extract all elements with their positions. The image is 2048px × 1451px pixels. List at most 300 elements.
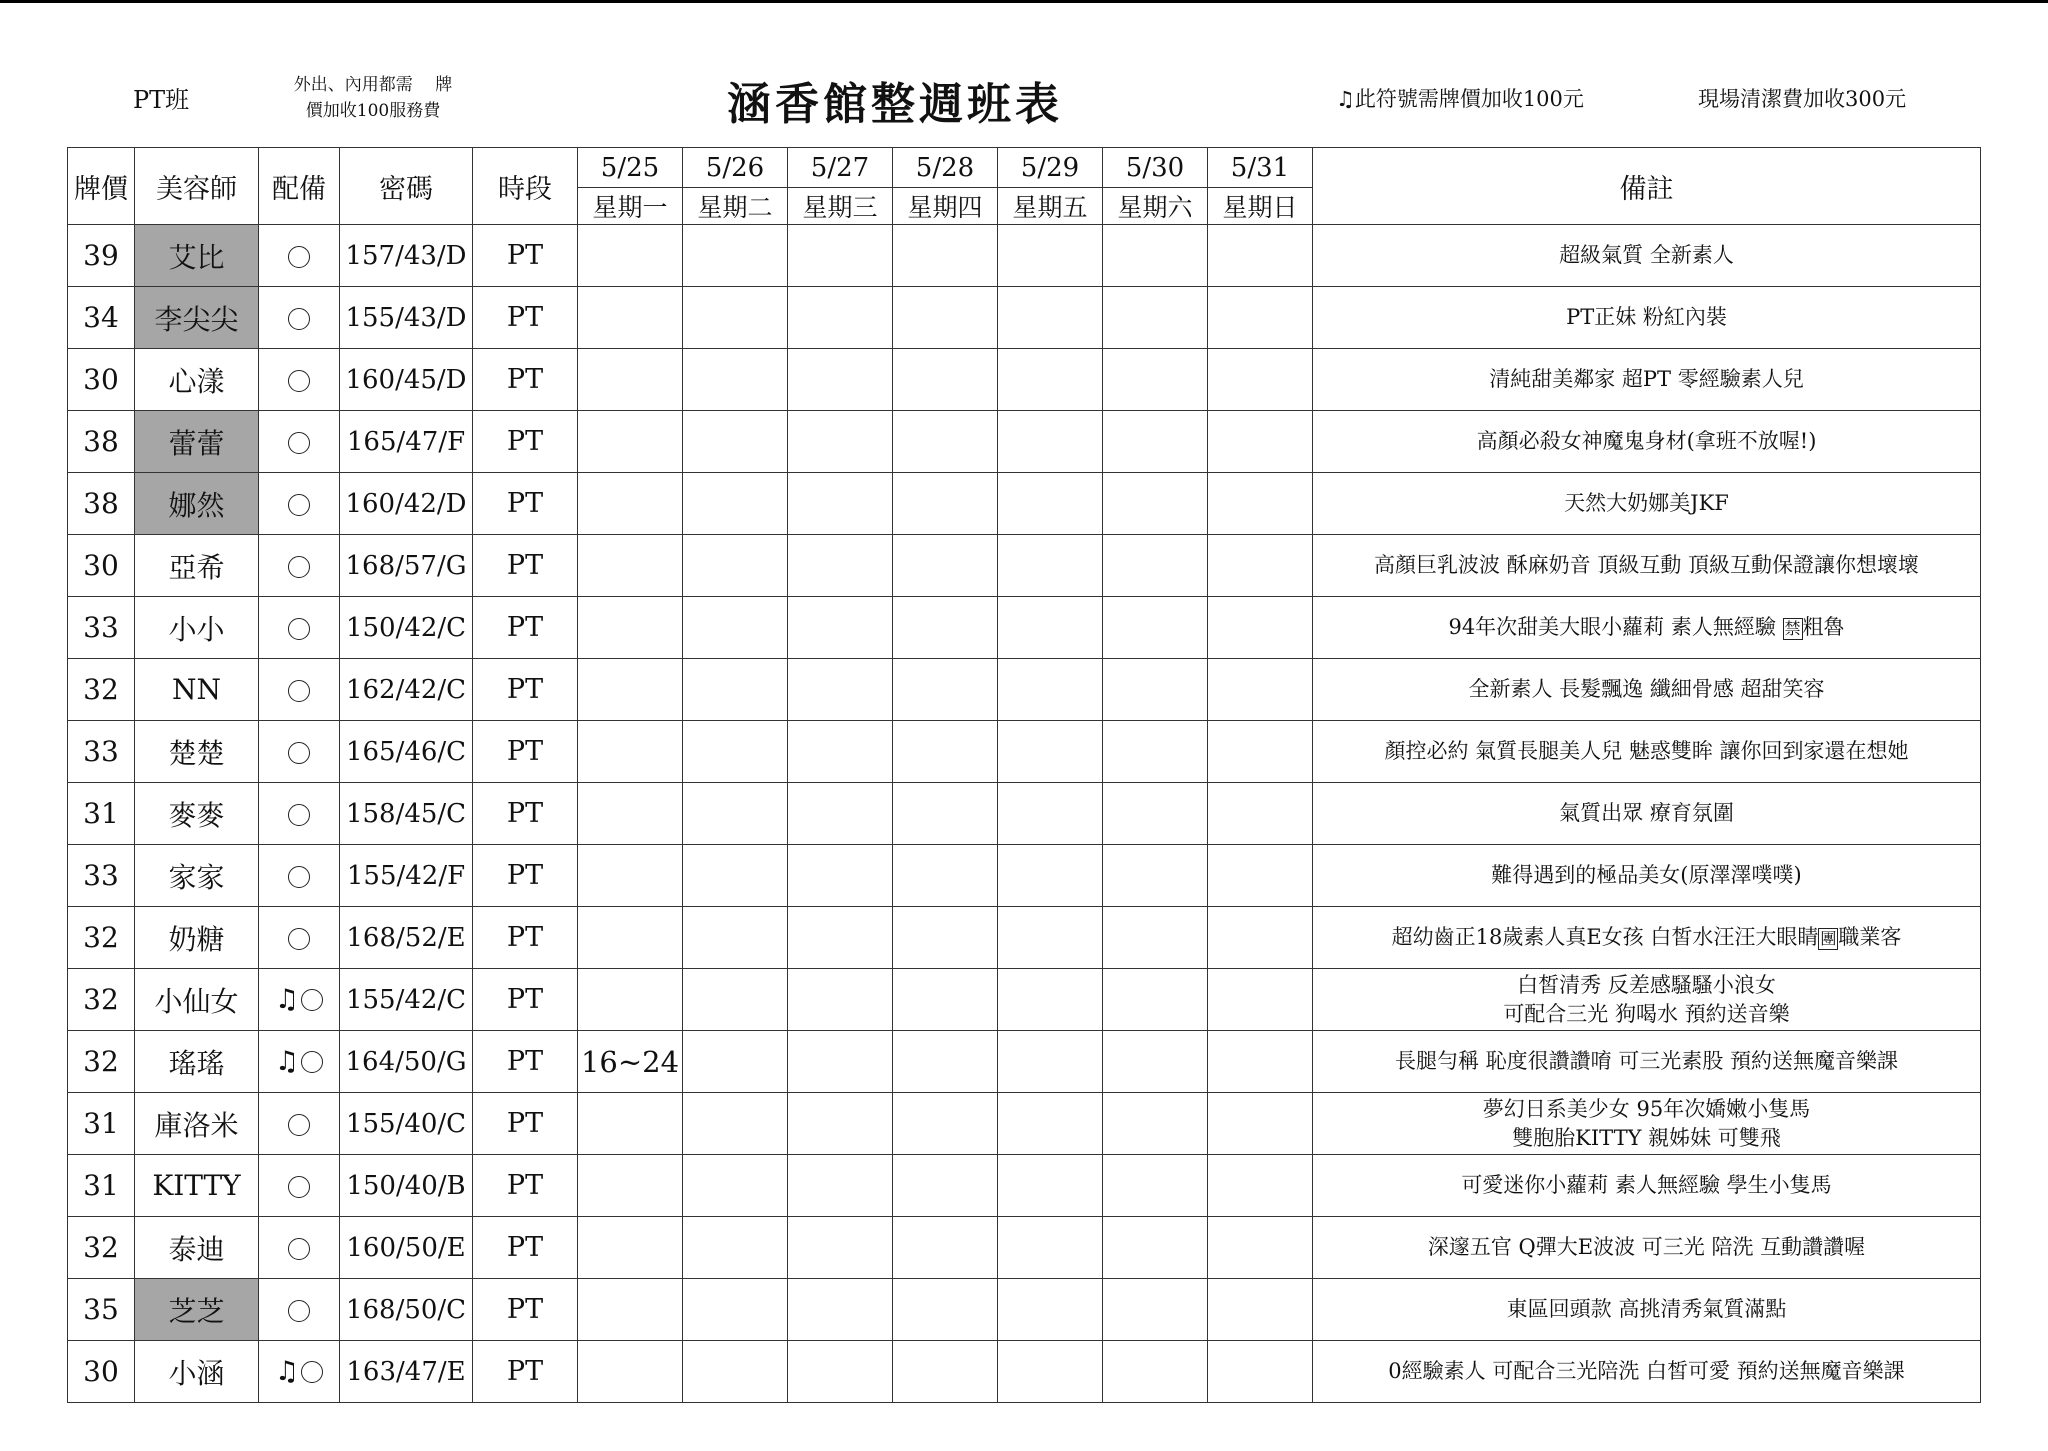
day-schedule-cell bbox=[683, 907, 788, 969]
code-cell: 150/42/C bbox=[340, 597, 473, 659]
day-schedule-cell bbox=[578, 287, 683, 349]
day-schedule-cell bbox=[1208, 597, 1313, 659]
day-schedule-cell bbox=[1103, 349, 1208, 411]
remark-text: 難得遇到的極品美女(原澤澤噗噗) bbox=[1491, 863, 1802, 887]
day-schedule-cell bbox=[998, 473, 1103, 535]
day-schedule-cell bbox=[998, 597, 1103, 659]
day-schedule-cell bbox=[893, 1093, 998, 1155]
table-row bbox=[68, 473, 1981, 535]
day-schedule-cell bbox=[893, 535, 998, 597]
therapist-name-cell: 娜然 bbox=[135, 473, 259, 535]
table-row bbox=[68, 287, 1981, 349]
remark-line bbox=[1313, 799, 1980, 828]
day-schedule-cell bbox=[683, 783, 788, 845]
price-cell: 38 bbox=[68, 411, 135, 473]
day-schedule-cell bbox=[578, 535, 683, 597]
table-row bbox=[68, 1155, 1981, 1217]
code-cell: 155/42/C bbox=[340, 969, 473, 1031]
equipment-cell bbox=[259, 597, 340, 659]
day-schedule-cell bbox=[578, 659, 683, 721]
time-slot-cell: PT bbox=[473, 225, 578, 287]
price-cell: 32 bbox=[68, 907, 135, 969]
day-schedule-cell bbox=[788, 783, 893, 845]
day-schedule-cell bbox=[683, 1031, 788, 1093]
day-schedule-cell bbox=[1208, 907, 1313, 969]
circle-icon bbox=[288, 308, 310, 330]
remark-line bbox=[1313, 551, 1980, 580]
day-schedule-cell bbox=[1103, 597, 1208, 659]
day-schedule-cell bbox=[683, 535, 788, 597]
therapist-name-cell: 蕾蕾 bbox=[135, 411, 259, 473]
equipment-cell bbox=[259, 535, 340, 597]
day-schedule-cell bbox=[998, 1155, 1103, 1217]
remark-text: 0經驗素人 可配合三光陪洗 白皙可愛 預約送無魔音樂課 bbox=[1388, 1359, 1905, 1383]
day-schedule-cell bbox=[893, 969, 998, 1031]
price-cell: 30 bbox=[68, 1341, 135, 1403]
day-schedule-cell bbox=[1208, 473, 1313, 535]
day-schedule-cell bbox=[1208, 1279, 1313, 1341]
therapist-name-cell: 瑤瑤 bbox=[135, 1031, 259, 1093]
remark-cell bbox=[1313, 535, 1981, 597]
day-weekday-header: 星期三 bbox=[788, 188, 893, 225]
equipment-cell bbox=[259, 473, 340, 535]
day-schedule-cell: 16~24 bbox=[578, 1031, 683, 1093]
remark-cell bbox=[1313, 1279, 1981, 1341]
code-cell: 168/57/G bbox=[340, 535, 473, 597]
day-schedule-cell bbox=[998, 287, 1103, 349]
circle-icon bbox=[288, 928, 310, 950]
remark-text: 顏控必約 氣質長腿美人兒 魅惑雙眸 讓你回到家還在想她 bbox=[1384, 739, 1909, 763]
circle-icon bbox=[288, 1114, 310, 1136]
equipment-cell bbox=[259, 907, 340, 969]
price-cell: 31 bbox=[68, 1093, 135, 1155]
remark-text: 深邃五官 Q彈大E波波 可三光 陪洗 互動讚讚喔 bbox=[1427, 1235, 1866, 1259]
remark-text-tail: 職業客 bbox=[1838, 925, 1902, 949]
time-slot-cell: PT bbox=[473, 597, 578, 659]
circle-icon bbox=[288, 742, 310, 764]
day-schedule-cell bbox=[1103, 721, 1208, 783]
remark-text: 天然大奶娜美JKF bbox=[1564, 491, 1729, 515]
code-cell: 163/47/E bbox=[340, 1341, 473, 1403]
table-row bbox=[68, 597, 1981, 659]
remark-text: 高顏巨乳波波 酥麻奶音 頂級互動 頂級互動保證讓你想壞壞 bbox=[1373, 553, 1920, 577]
remark-text: 超級氣質 全新素人 bbox=[1559, 243, 1734, 267]
table-row bbox=[68, 783, 1981, 845]
code-cell: 157/43/D bbox=[340, 225, 473, 287]
day-schedule-cell bbox=[578, 721, 683, 783]
day-schedule-cell bbox=[998, 845, 1103, 907]
circle-icon bbox=[288, 246, 310, 268]
day-schedule-cell bbox=[788, 535, 893, 597]
day-schedule-cell bbox=[788, 845, 893, 907]
remark-line bbox=[1313, 1095, 1980, 1124]
day-weekday-header: 星期五 bbox=[998, 188, 1103, 225]
equipment-cell bbox=[259, 659, 340, 721]
day-schedule-cell bbox=[1208, 1155, 1313, 1217]
remark-line bbox=[1313, 1171, 1980, 1200]
code-cell: 158/45/C bbox=[340, 783, 473, 845]
table-row bbox=[68, 845, 1981, 907]
column-header-remarks: 備註 bbox=[1313, 148, 1981, 225]
day-schedule-cell bbox=[788, 1217, 893, 1279]
equipment-cell bbox=[259, 225, 340, 287]
table-row bbox=[68, 907, 1981, 969]
circle-icon bbox=[288, 680, 310, 702]
day-schedule-cell bbox=[1208, 659, 1313, 721]
music-surcharge-note: ♫此符號需牌價加收100元 bbox=[1336, 87, 1584, 111]
column-header-equipment: 配備 bbox=[259, 148, 340, 225]
therapist-name-cell: 芝芝 bbox=[135, 1279, 259, 1341]
day-schedule-cell bbox=[998, 783, 1103, 845]
day-schedule-cell bbox=[1103, 1155, 1208, 1217]
day-schedule-cell bbox=[998, 1093, 1103, 1155]
day-schedule-cell bbox=[893, 721, 998, 783]
code-cell: 160/42/D bbox=[340, 473, 473, 535]
day-schedule-cell bbox=[893, 1217, 998, 1279]
equipment-cell bbox=[259, 1279, 340, 1341]
day-schedule-cell bbox=[788, 1279, 893, 1341]
day-schedule-cell bbox=[578, 1155, 683, 1217]
price-cell: 39 bbox=[68, 225, 135, 287]
remark-cell bbox=[1313, 287, 1981, 349]
day-schedule-cell bbox=[578, 473, 683, 535]
remark-cell bbox=[1313, 1155, 1981, 1217]
remark-text: 超幼齒正18歲素人真E女孩 白皙水汪汪大眼睛 bbox=[1391, 925, 1819, 949]
remark-cell bbox=[1313, 349, 1981, 411]
day-schedule-cell bbox=[788, 1031, 893, 1093]
therapist-name-cell: KITTY bbox=[135, 1155, 259, 1217]
day-schedule-cell bbox=[998, 411, 1103, 473]
table-row bbox=[68, 969, 1981, 1031]
price-cell: 31 bbox=[68, 1155, 135, 1217]
day-schedule-cell bbox=[1208, 225, 1313, 287]
music-note-icon: ♫ bbox=[274, 1356, 300, 1388]
remark-text: 高顏必殺女神魔鬼身材(拿班不放喔!) bbox=[1476, 429, 1817, 453]
day-schedule-cell bbox=[683, 659, 788, 721]
day-schedule-cell bbox=[788, 473, 893, 535]
circle-icon bbox=[288, 866, 310, 888]
price-cell: 30 bbox=[68, 349, 135, 411]
equipment-cell bbox=[259, 969, 340, 1031]
therapist-name-cell: 小仙女 bbox=[135, 969, 259, 1031]
day-schedule-cell bbox=[578, 1217, 683, 1279]
price-cell: 32 bbox=[68, 1217, 135, 1279]
remark-text: 東區回頭款 高挑清秀氣質滿點 bbox=[1506, 1297, 1787, 1321]
remark-line bbox=[1313, 613, 1980, 642]
equipment-cell bbox=[259, 287, 340, 349]
remark-line-2: 可配合三光 狗喝水 預約送音樂 bbox=[1503, 1001, 1790, 1026]
circle-icon bbox=[288, 370, 310, 392]
day-schedule-cell bbox=[893, 597, 998, 659]
day-schedule-cell bbox=[1103, 225, 1208, 287]
day-schedule-cell bbox=[578, 845, 683, 907]
day-weekday-header: 星期日 bbox=[1208, 188, 1313, 225]
therapist-name-cell: 李尖尖 bbox=[135, 287, 259, 349]
remark-line bbox=[1313, 1233, 1980, 1262]
day-schedule-cell bbox=[998, 1279, 1103, 1341]
price-cell: 33 bbox=[68, 845, 135, 907]
day-schedule-cell bbox=[683, 411, 788, 473]
therapist-name-cell: 家家 bbox=[135, 845, 259, 907]
day-schedule-cell bbox=[788, 411, 893, 473]
day-schedule-cell bbox=[1103, 969, 1208, 1031]
remark-line bbox=[1313, 1047, 1980, 1076]
price-cell: 34 bbox=[68, 287, 135, 349]
code-cell: 150/40/B bbox=[340, 1155, 473, 1217]
price-cell: 38 bbox=[68, 473, 135, 535]
column-header-slot: 時段 bbox=[473, 148, 578, 225]
remark-line bbox=[1313, 303, 1980, 332]
day-weekday-header: 星期六 bbox=[1103, 188, 1208, 225]
day-schedule-cell bbox=[683, 225, 788, 287]
remark-cell bbox=[1313, 845, 1981, 907]
therapist-name-cell: 小小 bbox=[135, 597, 259, 659]
remark-cell bbox=[1313, 783, 1981, 845]
shift-label: PT班 bbox=[133, 86, 190, 114]
remark-cell bbox=[1313, 1093, 1981, 1155]
price-cell: 35 bbox=[68, 1279, 135, 1341]
remark-text: 長腿勻稱 恥度很讚讚唷 可三光素股 預約送無魔音樂課 bbox=[1394, 1049, 1899, 1073]
code-cell: 160/50/E bbox=[340, 1217, 473, 1279]
day-schedule-cell bbox=[578, 225, 683, 287]
day-schedule-cell bbox=[788, 721, 893, 783]
day-schedule-cell bbox=[998, 1217, 1103, 1279]
code-cell: 155/40/C bbox=[340, 1093, 473, 1155]
service-fee-note-line1: 外出、內用都需 牌 bbox=[293, 75, 453, 95]
remark-line bbox=[1313, 1295, 1980, 1324]
day-schedule-cell bbox=[1208, 1341, 1313, 1403]
therapist-name-cell: 艾比 bbox=[135, 225, 259, 287]
circle-icon bbox=[288, 804, 310, 826]
table-row bbox=[68, 411, 1981, 473]
time-slot-cell: PT bbox=[473, 845, 578, 907]
day-schedule-cell bbox=[788, 969, 893, 1031]
time-slot-cell: PT bbox=[473, 1217, 578, 1279]
time-slot-cell: PT bbox=[473, 907, 578, 969]
circle-icon bbox=[301, 1361, 323, 1383]
day-schedule-cell bbox=[1103, 1279, 1208, 1341]
equipment-cell bbox=[259, 845, 340, 907]
day-schedule-cell bbox=[1208, 969, 1313, 1031]
day-schedule-cell bbox=[893, 473, 998, 535]
code-cell: 155/43/D bbox=[340, 287, 473, 349]
music-note-icon: ♫ bbox=[274, 1046, 300, 1078]
page-title: 涵香館整週班表 bbox=[727, 79, 1063, 130]
price-cell: 30 bbox=[68, 535, 135, 597]
day-schedule-cell bbox=[683, 287, 788, 349]
remark-text-tail: 粗魯 bbox=[1802, 615, 1845, 639]
remark-line bbox=[1313, 675, 1980, 704]
day-schedule-cell bbox=[1103, 1341, 1208, 1403]
table-row bbox=[68, 535, 1981, 597]
day-schedule-cell bbox=[683, 473, 788, 535]
price-cell: 32 bbox=[68, 1031, 135, 1093]
day-schedule-cell bbox=[578, 907, 683, 969]
equipment-cell bbox=[259, 1031, 340, 1093]
time-slot-cell: PT bbox=[473, 1031, 578, 1093]
therapist-name-cell: 小涵 bbox=[135, 1341, 259, 1403]
day-schedule-cell bbox=[998, 1031, 1103, 1093]
day-schedule-cell bbox=[1103, 1031, 1208, 1093]
price-cell: 32 bbox=[68, 659, 135, 721]
day-schedule-cell bbox=[788, 907, 893, 969]
day-schedule-cell bbox=[788, 1341, 893, 1403]
time-slot-cell: PT bbox=[473, 535, 578, 597]
day-schedule-cell bbox=[683, 1155, 788, 1217]
day-schedule-cell bbox=[578, 1341, 683, 1403]
time-slot-cell: PT bbox=[473, 411, 578, 473]
equipment-cell bbox=[259, 783, 340, 845]
remark-text: 清純甜美鄰家 超PT 零經驗素人兒 bbox=[1489, 367, 1804, 391]
day-date-header: 5/30 bbox=[1103, 148, 1208, 188]
therapist-name-cell: 亞希 bbox=[135, 535, 259, 597]
day-schedule-cell bbox=[998, 721, 1103, 783]
day-date-header: 5/27 bbox=[788, 148, 893, 188]
day-schedule-cell bbox=[998, 535, 1103, 597]
day-schedule-cell bbox=[893, 1155, 998, 1217]
day-schedule-cell bbox=[578, 597, 683, 659]
remark-cell bbox=[1313, 1031, 1981, 1093]
time-slot-cell: PT bbox=[473, 287, 578, 349]
time-slot-cell: PT bbox=[473, 473, 578, 535]
remark-line bbox=[1313, 365, 1980, 394]
circle-icon bbox=[288, 618, 310, 640]
day-schedule-cell bbox=[1103, 535, 1208, 597]
remark-line bbox=[1313, 489, 1980, 518]
day-schedule-cell bbox=[1208, 845, 1313, 907]
equipment-cell bbox=[259, 721, 340, 783]
therapist-name-cell: 奶糖 bbox=[135, 907, 259, 969]
time-slot-cell: PT bbox=[473, 783, 578, 845]
day-schedule-cell bbox=[998, 969, 1103, 1031]
day-schedule-cell bbox=[893, 659, 998, 721]
day-schedule-cell bbox=[788, 659, 893, 721]
boxed-character: 禁 bbox=[1784, 618, 1801, 638]
day-schedule-cell bbox=[893, 907, 998, 969]
table-row bbox=[68, 225, 1981, 287]
day-schedule-cell bbox=[1208, 349, 1313, 411]
day-schedule-cell bbox=[683, 1217, 788, 1279]
remark-cell bbox=[1313, 225, 1981, 287]
day-schedule-cell bbox=[788, 225, 893, 287]
circle-icon bbox=[288, 556, 310, 578]
time-slot-cell: PT bbox=[473, 1155, 578, 1217]
time-slot-cell: PT bbox=[473, 721, 578, 783]
time-slot-cell: PT bbox=[473, 1341, 578, 1403]
remark-cell bbox=[1313, 969, 1981, 1031]
price-cell: 31 bbox=[68, 783, 135, 845]
day-schedule-cell bbox=[893, 349, 998, 411]
day-schedule-cell bbox=[1208, 1217, 1313, 1279]
code-cell: 162/42/C bbox=[340, 659, 473, 721]
remark-cell bbox=[1313, 659, 1981, 721]
time-slot-cell: PT bbox=[473, 969, 578, 1031]
code-cell: 168/50/C bbox=[340, 1279, 473, 1341]
remark-line bbox=[1313, 241, 1980, 270]
therapist-name-cell: 楚楚 bbox=[135, 721, 259, 783]
remark-line-2: 雙胞胎KITTY 親姊妹 可雙飛 bbox=[1512, 1125, 1781, 1150]
day-schedule-cell bbox=[683, 1279, 788, 1341]
service-fee-note bbox=[268, 72, 478, 124]
day-schedule-cell bbox=[683, 597, 788, 659]
column-header-code: 密碼 bbox=[340, 148, 473, 225]
circle-icon bbox=[288, 432, 310, 454]
day-schedule-cell bbox=[1103, 411, 1208, 473]
code-cell: 164/50/G bbox=[340, 1031, 473, 1093]
day-schedule-cell bbox=[998, 225, 1103, 287]
day-schedule-cell bbox=[1208, 411, 1313, 473]
day-date-header: 5/26 bbox=[683, 148, 788, 188]
remark-cell bbox=[1313, 473, 1981, 535]
day-schedule-cell bbox=[1103, 783, 1208, 845]
day-schedule-cell bbox=[998, 1341, 1103, 1403]
time-slot-cell: PT bbox=[473, 1093, 578, 1155]
remark-line bbox=[1313, 971, 1980, 1000]
header-row-dates bbox=[68, 148, 1981, 188]
therapist-name-cell: 心漾 bbox=[135, 349, 259, 411]
table-row bbox=[68, 1093, 1981, 1155]
day-schedule-cell bbox=[893, 1341, 998, 1403]
day-schedule-cell bbox=[1208, 721, 1313, 783]
remark-text: 夢幻日系美少女 95年次嬌嫩小隻馬 bbox=[1482, 1096, 1811, 1121]
day-schedule-cell bbox=[1103, 473, 1208, 535]
day-weekday-header: 星期二 bbox=[683, 188, 788, 225]
music-note-icon: ♫ bbox=[274, 984, 300, 1016]
remark-text: PT正妹 粉紅內裝 bbox=[1566, 305, 1727, 329]
equipment-cell bbox=[259, 1155, 340, 1217]
therapist-name-cell: 庫洛米 bbox=[135, 1093, 259, 1155]
remark-text: 氣質出眾 療育氛圍 bbox=[1559, 801, 1734, 825]
code-cell: 165/46/C bbox=[340, 721, 473, 783]
circle-icon bbox=[288, 494, 310, 516]
service-fee-note-line2: 價加收100服務費 bbox=[305, 101, 441, 121]
day-schedule-cell bbox=[683, 1093, 788, 1155]
day-schedule-cell bbox=[893, 225, 998, 287]
equipment-cell bbox=[259, 1341, 340, 1403]
cleaning-fee-note: 現場清潔費加收300元 bbox=[1698, 87, 1907, 111]
day-date-header: 5/28 bbox=[893, 148, 998, 188]
day-schedule-cell bbox=[683, 1341, 788, 1403]
remark-line bbox=[1313, 861, 1980, 890]
circle-icon bbox=[301, 989, 323, 1011]
day-schedule-cell bbox=[1208, 1093, 1313, 1155]
day-schedule-cell bbox=[578, 1093, 683, 1155]
time-slot-cell: PT bbox=[473, 349, 578, 411]
day-schedule-cell bbox=[788, 1155, 893, 1217]
day-date-header: 5/31 bbox=[1208, 148, 1313, 188]
column-header-therapist: 美容師 bbox=[135, 148, 259, 225]
remark-text: 全新素人 長髮飄逸 纖細骨感 超甜笑容 bbox=[1468, 677, 1825, 701]
time-slot-cell: PT bbox=[473, 659, 578, 721]
equipment-cell bbox=[259, 1093, 340, 1155]
equipment-cell bbox=[259, 411, 340, 473]
day-schedule-cell bbox=[1208, 783, 1313, 845]
day-schedule-cell bbox=[998, 907, 1103, 969]
remark-line bbox=[1313, 427, 1980, 456]
day-schedule-cell bbox=[1103, 1217, 1208, 1279]
remark-cell bbox=[1313, 721, 1981, 783]
remark-text: 白皙清秀 反差感騷騷小浪女 bbox=[1517, 972, 1776, 997]
remark-cell bbox=[1313, 1341, 1981, 1403]
day-schedule-cell bbox=[893, 845, 998, 907]
day-schedule-cell bbox=[893, 411, 998, 473]
code-cell: 168/52/E bbox=[340, 907, 473, 969]
day-schedule-cell bbox=[578, 969, 683, 1031]
remark-cell bbox=[1313, 1217, 1981, 1279]
table-row bbox=[68, 659, 1981, 721]
day-schedule-cell bbox=[683, 349, 788, 411]
day-schedule-cell bbox=[788, 597, 893, 659]
